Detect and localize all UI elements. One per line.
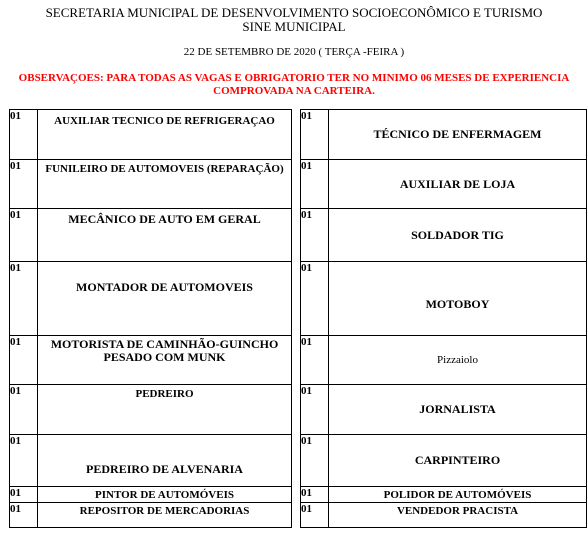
observacoes-line1: OBSERVAÇOES: PARA TODAS AS VAGAS E OBRIGATORIO TER NO MINIMO 06 MESES DE EXPERIENCIA [18, 72, 570, 84]
right-qty-cell: 01 [301, 503, 329, 528]
right-qty-cell: 01 [301, 262, 329, 336]
column-gap [292, 385, 301, 435]
column-gap [292, 262, 301, 336]
left-qty-cell: 01 [10, 385, 38, 435]
left-job-cell: MECÂNICO DE AUTO EM GERAL [38, 209, 292, 262]
left-qty-cell: 01 [10, 160, 38, 209]
table-row [10, 435, 587, 487]
right-qty-cell: 01 [301, 487, 329, 503]
vagas-table [9, 109, 587, 528]
left-job-cell: PEDREIRO [38, 385, 292, 435]
column-gap [292, 160, 301, 209]
left-job-cell: MONTADOR DE AUTOMOVEIS [38, 262, 292, 336]
right-job-cell: MOTOBOY [329, 262, 587, 336]
left-qty-cell: 01 [10, 209, 38, 262]
table-row [10, 487, 587, 503]
left-job-cell: PINTOR DE AUTOMÓVEIS [38, 487, 292, 503]
table-row [10, 336, 587, 385]
right-qty-cell: 01 [301, 336, 329, 385]
left-qty-cell: 01 [10, 503, 38, 528]
column-gap [292, 435, 301, 487]
left-job-cell: PEDREIRO DE ALVENARIA [38, 435, 292, 487]
left-qty-cell: 01 [10, 487, 38, 503]
right-qty-cell: 01 [301, 385, 329, 435]
right-job-cell: TÉCNICO DE ENFERMAGEM [329, 110, 587, 160]
left-qty-cell: 01 [10, 435, 38, 487]
right-job-cell: CARPINTEIRO [329, 435, 587, 487]
right-qty-cell: 01 [301, 110, 329, 160]
right-job-cell: JORNALISTA [329, 385, 587, 435]
left-qty-cell: 01 [10, 110, 38, 160]
column-gap [292, 503, 301, 528]
left-job-cell: FUNILEIRO DE AUTOMOVEIS (REPARAÇÃO) [38, 160, 292, 209]
column-gap [292, 209, 301, 262]
table-row [10, 262, 587, 336]
right-qty-cell: 01 [301, 160, 329, 209]
column-gap [292, 110, 301, 160]
table-row [10, 110, 587, 160]
right-job-cell: VENDEDOR PRACISTA [329, 503, 587, 528]
left-job-cell: AUXILIAR TECNICO DE REFRIGERAÇAO [38, 110, 292, 160]
column-gap [292, 336, 301, 385]
left-job-cell: REPOSITOR DE MERCADORIAS [38, 503, 292, 528]
right-job-cell: POLIDOR DE AUTOMÓVEIS [329, 487, 587, 503]
left-job-cell: MOTORISTA DE CAMINHÃO-GUINCHO PESADO COM MUNK [38, 336, 292, 385]
right-job-cell: AUXILIAR DE LOJA [329, 160, 587, 209]
table-row [10, 160, 587, 209]
right-job-cell: Pizzaiolo [329, 336, 587, 385]
observacoes-notice [0, 72, 588, 98]
table-row [10, 503, 587, 528]
left-qty-cell: 01 [10, 262, 38, 336]
date-line: 22 DE SETEMBRO DE 2020 ( TERÇA -FEIRA ) [183, 46, 405, 58]
table-row [10, 385, 587, 435]
left-qty-cell: 01 [10, 336, 38, 385]
observacoes-line2: COMPROVADA NA CARTEIRA. [213, 85, 375, 97]
column-gap [292, 487, 301, 503]
right-qty-cell: 01 [301, 435, 329, 487]
right-job-cell: SOLDADOR TIG [329, 209, 587, 262]
right-qty-cell: 01 [301, 209, 329, 262]
table-row [10, 209, 587, 262]
page-title-line1: SECRETARIA MUNICIPAL DE DESENVOLVIMENTO SOCIOECONÔMICO E TURISMO [45, 5, 543, 20]
page-title-line2: SINE MUNICIPAL [242, 19, 346, 34]
